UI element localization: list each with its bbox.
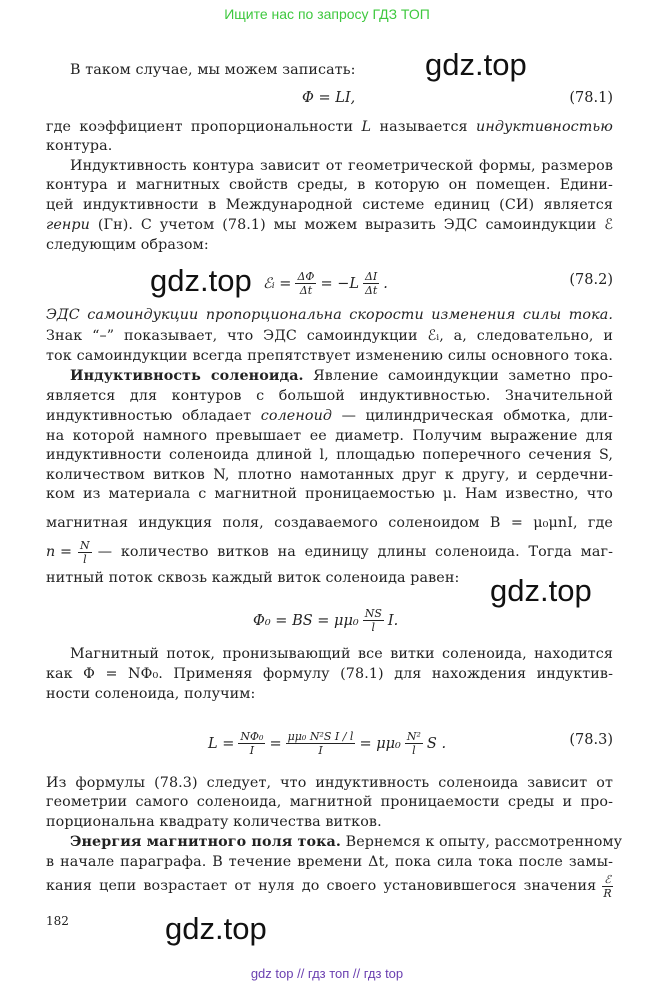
- denominator: Δt: [364, 284, 378, 297]
- denominator: I: [318, 744, 323, 757]
- text: где коэффициент пропорциональности: [46, 119, 354, 135]
- fraction: [78, 539, 92, 566]
- denominator: R: [603, 886, 612, 900]
- fraction: [286, 730, 356, 757]
- text: индуктивностью обладает: [46, 408, 252, 424]
- equation-78-2: [263, 270, 388, 297]
- term: индуктивностью: [476, 119, 613, 135]
- equation-label: (78.1): [569, 90, 613, 106]
- header-banner: Ищите нас по запросу ГДЗ ТОП: [224, 6, 430, 22]
- watermark: gdz.top: [165, 911, 267, 946]
- watermark: gdz.top: [150, 263, 252, 298]
- text-line: ком из материала с магнитной проницаемостью μ. Нам известно, что: [46, 486, 613, 502]
- text-line: магнитная индукция поля, создаваемого соленоидом B = μ₀μnI, где: [46, 515, 613, 531]
- text-line: [70, 366, 613, 386]
- fraction: [602, 873, 613, 900]
- text-line: является для контуров с большой индуктивностью. Значительной: [46, 388, 613, 404]
- fraction: [363, 607, 384, 634]
- denominator: I: [249, 744, 255, 757]
- text: называется: [379, 119, 468, 135]
- text-line: как Φ = NΦ₀. Применяя формулу (78.1) для нахождения индуктив-: [46, 666, 613, 682]
- denominator: l: [83, 552, 87, 566]
- numerator: N: [80, 538, 90, 552]
- section-heading: Энергия магнитного поля тока.: [70, 834, 341, 850]
- text-line: Знак “–” показывает, что ЭДС самоиндукции ℰᵢ, а, следовательно, и: [46, 328, 613, 344]
- fraction: [405, 730, 423, 757]
- text-line: [46, 872, 613, 900]
- equation-label: (78.2): [569, 272, 613, 288]
- text-line: В таком случае, мы можем записать:: [70, 62, 356, 78]
- fraction: [295, 270, 316, 297]
- text: — цилиндрическая обмотка, дли-: [341, 408, 613, 424]
- text-line: Из формулы (78.3) следует, что индуктивность соленоида зависит от: [46, 775, 613, 791]
- eq-part: = −L: [320, 275, 359, 292]
- text-line: в начале параграфа. В течение времени Δt, пока сила тока после замы-: [46, 854, 613, 870]
- numerator: ΔI: [364, 270, 378, 283]
- fraction: [363, 270, 379, 297]
- equation-78-1: Φ = LI,: [302, 90, 356, 106]
- text-line: Магнитный поток, пронизывающий все витки соленоида, находится: [70, 646, 613, 662]
- footer-links[interactable]: gdz top // гдз топ // гдз top: [250, 966, 404, 981]
- text-line: порциональна квадрату количества витков.: [46, 814, 382, 830]
- eq-part: S .: [426, 735, 447, 752]
- text-line: Индуктивность контура зависит от геометрической формы, размеров: [70, 158, 613, 174]
- text: (Гн). С учетом (78.1) мы можем выразить ЭДС самоиндукции ℰ: [97, 217, 613, 233]
- text-line: контура и магнитных свойств среды, в которую он помещен. Едини-: [46, 177, 613, 193]
- text: кания цепи возрастает от нуля до своего установившегося значения: [46, 878, 597, 894]
- denominator: Δt: [299, 284, 313, 297]
- text: Явление самоиндукции заметно про-: [313, 368, 613, 384]
- equation-flux: [253, 607, 398, 634]
- eq-part: .: [383, 275, 388, 292]
- denominator: l: [371, 621, 376, 634]
- numerator: N²: [406, 730, 421, 743]
- fraction: [238, 730, 265, 757]
- term: генри: [46, 217, 90, 233]
- text-line: [46, 215, 613, 235]
- text-line: ности соленоида, получим:: [46, 686, 256, 702]
- text-line: индуктивности соленоида длиной l, площадью поперечного сечения S,: [46, 447, 613, 463]
- text-line: геометрии самого соленоида, магнитной проницаемости среды и про-: [46, 794, 613, 810]
- text-line: контура.: [46, 138, 113, 154]
- text: L: [361, 119, 372, 135]
- equation-78-3: [208, 730, 446, 757]
- text: — количество витков на единицу длины соленоида. Тогда маг-: [97, 544, 613, 560]
- text-line: цей индуктивности в Международной системе единиц (СИ) является: [46, 197, 613, 213]
- eq-part: = μμ₀: [359, 735, 401, 752]
- eq-part: Φ₀ = BS = μμ₀: [253, 612, 359, 629]
- numerator: NΦ₀: [240, 730, 264, 743]
- text-line: количеством витков N, плотно намотанных друг к другу, и сердечни-: [46, 467, 613, 483]
- text-line: нитный поток сквозь каждый виток соленоида равен:: [46, 570, 460, 586]
- watermark: gdz.top: [490, 573, 592, 608]
- text: Вернемся к опыту, рассмотренному: [345, 834, 623, 850]
- numerator: NS: [364, 607, 382, 620]
- denominator: l: [412, 744, 416, 757]
- section-heading: Индуктивность соленоида.: [70, 368, 304, 384]
- eq-part: I.: [387, 612, 399, 629]
- equation-label: (78.3): [569, 732, 613, 748]
- text-line: на которой намного превышает ее диаметр. Получим выражение для: [46, 428, 613, 444]
- term: соленоид: [260, 408, 333, 424]
- text-line: [46, 538, 613, 566]
- eq-part: =: [269, 735, 282, 752]
- watermark: gdz.top: [425, 47, 527, 82]
- eq-part: L =: [208, 735, 235, 752]
- page-number: 182: [46, 914, 69, 928]
- numerator: ΔΦ: [297, 270, 315, 283]
- text-line: [70, 832, 623, 852]
- text-line: [46, 406, 613, 426]
- text: n =: [46, 544, 73, 560]
- text-line: [46, 117, 613, 137]
- eq-part: ℰᵢ =: [263, 275, 292, 292]
- text-line: ЭДС самоиндукции пропорциональна скорости изменения силы тока.: [46, 307, 613, 323]
- numerator: μμ₀ N²S I / l: [287, 730, 354, 743]
- text-line: следующим образом:: [46, 237, 209, 253]
- text-line: ток самоиндукции всегда препятствует изменению силы основного тока.: [46, 348, 613, 364]
- numerator: ℰ: [604, 872, 611, 886]
